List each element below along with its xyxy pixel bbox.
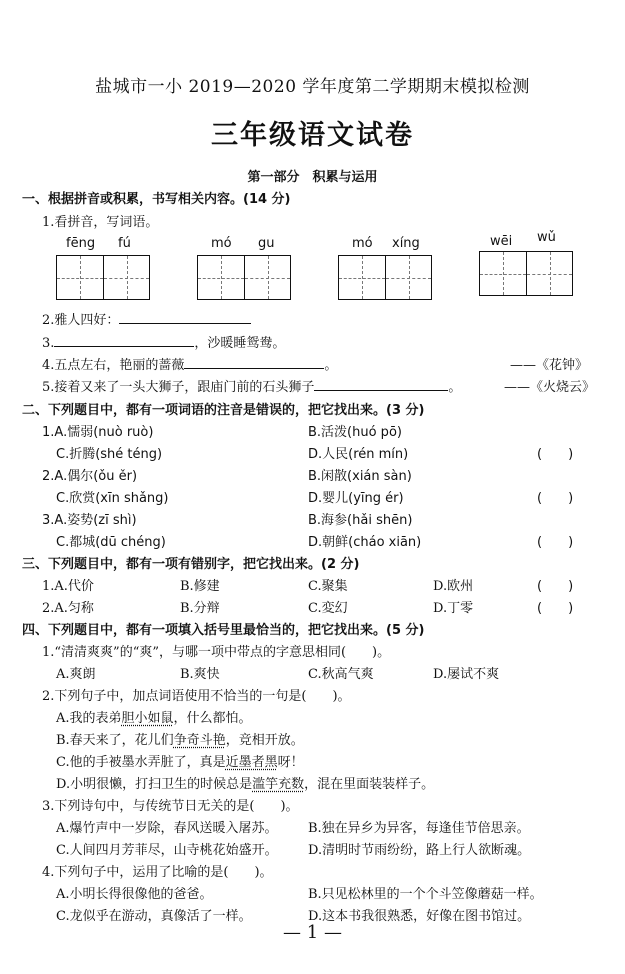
s4-q1: 1.“清清爽爽”的“爽”，与哪一项中带点的字意思相同( )。 bbox=[42, 645, 391, 660]
s2-option: 1.A.懦弱(nuò ruò) bbox=[42, 425, 154, 440]
exam-header: 盐城市一小 2019—2020 学年度第二学期期末模拟检测 bbox=[95, 77, 530, 97]
s2-option: C.欣赏(xīn shǎng) bbox=[56, 491, 169, 506]
s2-option: B.海参(hǎi shēn) bbox=[308, 513, 413, 528]
s2-option: C.都城(dū chéng) bbox=[56, 535, 166, 550]
s2-option: 3.A.姿势(zī shì) bbox=[42, 513, 137, 528]
answer-blank[interactable] bbox=[54, 335, 194, 347]
s3-option: D.欧州 bbox=[433, 579, 474, 594]
s4-option: D.这本书我很熟悉，好像在图书馆过。 bbox=[308, 909, 531, 924]
answer-paren[interactable]: ( ) bbox=[537, 491, 574, 506]
answer-paren[interactable]: ( ) bbox=[537, 535, 574, 550]
s4-option: C.秋高气爽 bbox=[308, 667, 374, 682]
s4-q2: 2.下列句子中，加点词语使用不恰当的一句是( )。 bbox=[42, 689, 351, 704]
answer-blank[interactable] bbox=[119, 312, 251, 324]
answer-paren[interactable]: ( ) bbox=[537, 579, 574, 594]
pinyin-label: wǔ bbox=[537, 230, 556, 245]
s1-q2: 2.雅人四好： bbox=[42, 309, 251, 328]
s2-option: C.折腾(shé téng) bbox=[56, 447, 163, 462]
s4-q2-option-c: C.他的手被墨水弄脏了，真是近墨者黑呀！ bbox=[56, 755, 304, 770]
s4-q2-option-b: B.春天来了，花儿们争奇斗艳，竞相开放。 bbox=[56, 733, 304, 748]
writing-grid-1[interactable] bbox=[56, 255, 150, 300]
s4-option: A.爽朗 bbox=[56, 667, 96, 682]
pinyin-label: fú bbox=[118, 236, 131, 251]
s4-q2-option-a: A.我的表弟胆小如鼠，什么都怕。 bbox=[56, 711, 252, 726]
s2-option: D.朝鲜(cháo xiān) bbox=[308, 535, 422, 550]
s3-option: D.丁零 bbox=[433, 601, 474, 616]
s2-option: B.闲散(xián sàn) bbox=[308, 469, 412, 484]
s2-option: D.人民(rén mín) bbox=[308, 447, 409, 462]
pinyin-label: gu bbox=[258, 236, 275, 251]
s3-option: C.変幻 bbox=[308, 601, 348, 616]
pinyin-label: xíng bbox=[392, 236, 420, 251]
page-number: — 1 — bbox=[283, 922, 342, 943]
answer-paren[interactable]: ( ) bbox=[537, 447, 574, 462]
writing-grid-4[interactable] bbox=[479, 251, 573, 296]
s4-q3: 3.下列诗句中，与传统节日无关的是( )。 bbox=[42, 799, 299, 814]
writing-grid-3[interactable] bbox=[338, 255, 432, 300]
s4-option: A.爆竹声中一岁除，春风送暖入屠苏。 bbox=[56, 821, 278, 836]
pinyin-label: wēi bbox=[490, 234, 513, 249]
s3-option: 1.A.代价 bbox=[42, 579, 94, 594]
s2-option: B.活泼(huó pō) bbox=[308, 425, 402, 440]
s4-option: D.屡试不爽 bbox=[433, 667, 500, 682]
answer-paren[interactable]: ( ) bbox=[537, 601, 574, 616]
s3-option: B.分辩 bbox=[180, 601, 220, 616]
s1-q1-title: 1.看拼音，写词语。 bbox=[42, 215, 159, 230]
s3-option: 2.A.匀称 bbox=[42, 601, 94, 616]
s4-option: C.人间四月芳菲尽，山寺桃花始盛开。 bbox=[56, 843, 278, 858]
s4-option: B.爽快 bbox=[180, 667, 220, 682]
s4-option: B.独在异乡为异客，每逢佳节倍思亲。 bbox=[308, 821, 530, 836]
pinyin-label: mó bbox=[211, 236, 232, 251]
part-title: 第一部分 积累与运用 bbox=[247, 170, 378, 185]
s1-q3: 3. ，沙暖睡鸳鸯。 bbox=[42, 336, 286, 351]
section-4-title: 四、下列题目中，都有一项填入括号里最恰当的，把它找出来。(5 分) bbox=[22, 623, 425, 638]
s2-option: 2.A.偶尔(ǒu ěr) bbox=[42, 469, 138, 484]
s4-option: B.只见松林里的一个个斗笠像蘑菇一样。 bbox=[308, 887, 543, 902]
source-huoshaoyun: ——《火烧云》 bbox=[504, 380, 596, 395]
source-huazhong: ——《花钟》 bbox=[510, 358, 589, 373]
answer-blank[interactable] bbox=[184, 357, 324, 369]
s4-option: C.龙似乎在游动，真像活了一样。 bbox=[56, 909, 252, 924]
answer-blank[interactable] bbox=[314, 379, 448, 391]
s4-option: D.清明时节雨纷纷，路上行人欲断魂。 bbox=[308, 843, 531, 858]
pinyin-label: fēng bbox=[66, 236, 96, 251]
section-3-title: 三、下列题目中，都有一项有错别字，把它找出来。(2 分) bbox=[22, 557, 360, 572]
pinyin-label: mó bbox=[352, 236, 373, 251]
s4-option: A.小明长得很像他的爸爸。 bbox=[56, 887, 213, 902]
s4-q2-option-d: D.小明很懒，打扫卫生的时候总是滥竽充数，混在里面装装样子。 bbox=[56, 777, 435, 792]
s2-option: D.婴儿(yīng ér) bbox=[308, 491, 404, 506]
s4-q4: 4.下列句子中，运用了比喻的是( )。 bbox=[42, 865, 273, 880]
section-2-title: 二、下列题目中，都有一项词语的注音是错误的，把它找出来。(3 分) bbox=[22, 403, 425, 418]
s1-q4: 4.五点左右，艳丽的蔷薇 。 bbox=[42, 358, 338, 373]
s1-q5: 5.接着又来了一头大狮子，跟庙门前的石头狮子 。 bbox=[42, 380, 462, 395]
s3-option: B.修建 bbox=[180, 579, 220, 594]
writing-grid-2[interactable] bbox=[197, 255, 291, 300]
page-title: 三年级语文试卷 bbox=[211, 120, 414, 151]
s3-option: C.聚集 bbox=[308, 579, 348, 594]
section-1-title: 一、根据拼音或积累，书写相关内容。(14 分) bbox=[22, 192, 291, 207]
